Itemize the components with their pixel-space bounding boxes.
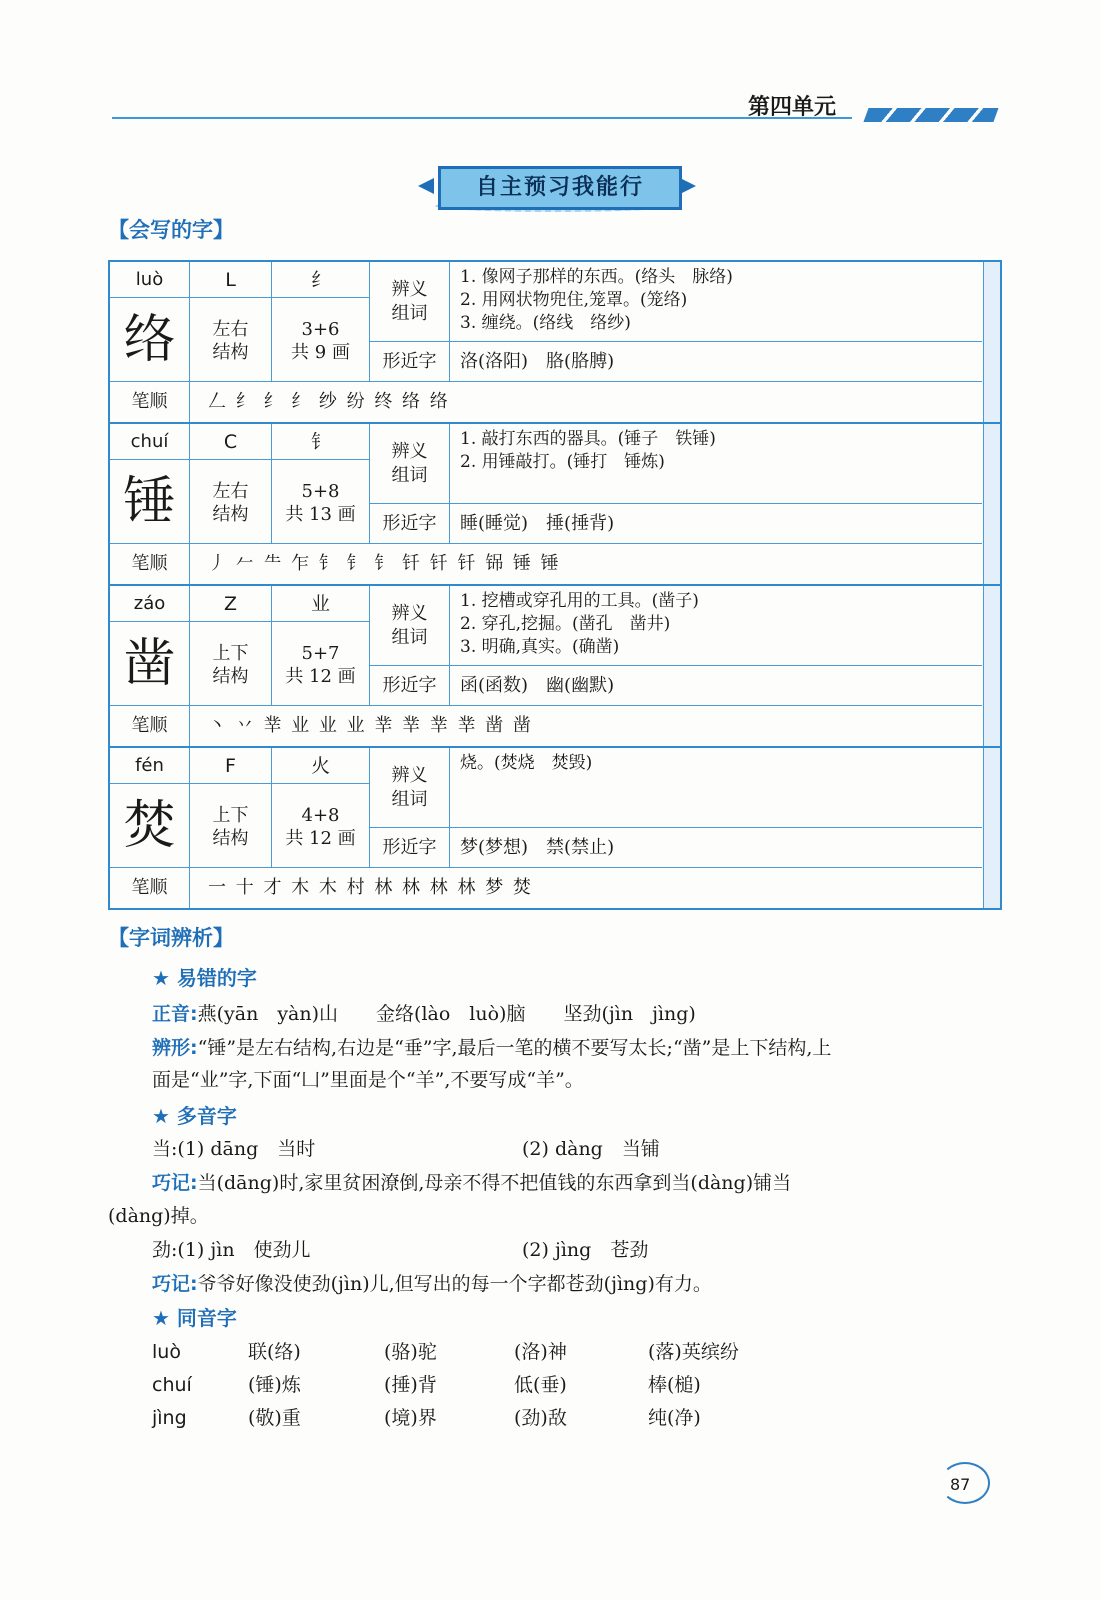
unit-title: 第四单元 xyxy=(748,95,837,120)
dang-qiaoji-2: (dàng)掉。 xyxy=(108,1205,209,1227)
yicuo-heading: ★ 易错的字 xyxy=(152,966,257,990)
char-glyph: 锤 xyxy=(110,460,190,544)
duoyin-heading: ★ 多音字 xyxy=(152,1104,237,1128)
tongyin-word: 棒(槌) xyxy=(648,1374,701,1396)
bianyi-label: 辨义 组词 xyxy=(370,586,450,666)
bianxing-line-1: 辨形:“锤”是左右结构,右边是“垂”字,最后一笔的横不要写太长;“凿”是上下结构,上 xyxy=(152,1037,832,1059)
meaning-line: 烧。(焚烧 焚毁) xyxy=(460,753,593,773)
star-icon: ★ xyxy=(152,966,170,990)
tongyin-pinyin: chuí xyxy=(152,1374,192,1396)
meaning-line: 3. 缠绕。(络线 络纱) xyxy=(460,313,631,333)
char-glyph: 络 xyxy=(110,298,190,382)
star-icon: ★ xyxy=(152,1306,170,1330)
tongyin-word: (锤)炼 xyxy=(248,1374,301,1396)
header-rule xyxy=(112,117,852,119)
char-similar: 梦(梦想) 禁(禁止) xyxy=(450,828,982,868)
char-pinyin: chuí xyxy=(110,424,190,460)
bianxing-line-2: 面是“业”字,下面“凵”里面是个“羊”,不要写成“羊”。 xyxy=(152,1069,584,1091)
char-stroke-count: 5+8 共 13 画 xyxy=(272,460,370,544)
meaning-line: 3. 明确,真实。(确凿) xyxy=(460,637,620,657)
char-similar: 睡(睡觉) 捶(捶背) xyxy=(450,504,982,544)
char-structure: 上下 结构 xyxy=(190,784,272,868)
star-icon: ★ xyxy=(152,1104,170,1128)
table-side-bar xyxy=(983,748,1000,908)
bishun-label: 笔顺 xyxy=(110,868,190,908)
char-initial: L xyxy=(190,262,272,298)
section-banner: 自主预习我能行 xyxy=(438,166,682,210)
character-table xyxy=(108,260,1002,910)
char-block xyxy=(110,586,1000,748)
char-glyph: 焚 xyxy=(110,784,190,868)
bianyi-label: 辨义 组词 xyxy=(370,262,450,342)
char-radical: 业 xyxy=(272,586,370,622)
meaning-line: 2. 用锤敲打。(锤打 锤炼) xyxy=(460,452,665,472)
tongyin-word: (洛)神 xyxy=(514,1341,567,1363)
tongyin-word: (劲)敌 xyxy=(514,1407,567,1429)
dang-qiaoji-1: 巧记:当(dāng)时,家里贫困潦倒,母亲不得不把值钱的东西拿到当(dàng)铺当 xyxy=(152,1172,792,1194)
unit-decoration xyxy=(863,108,998,122)
char-initial: F xyxy=(190,748,272,784)
bianyi-label: 辨义 组词 xyxy=(370,748,450,828)
tongyin-heading: ★ 同音字 xyxy=(152,1306,237,1330)
xingjin-label: 形近字 xyxy=(370,828,450,868)
bishun-label: 笔顺 xyxy=(110,706,190,746)
char-similar: 洛(洛阳) 胳(胳膊) xyxy=(450,342,982,382)
char-stroke-order: 丶 丷 丵 业 业 业 丵 丵 丵 丵 凿 凿 xyxy=(208,715,533,736)
char-stroke-count: 5+7 共 12 画 xyxy=(272,622,370,706)
bishun-label: 笔顺 xyxy=(110,382,190,422)
char-meanings xyxy=(450,586,982,666)
char-radical: 火 xyxy=(272,748,370,784)
char-initial: C xyxy=(190,424,272,460)
tongyin-word: (境)界 xyxy=(384,1407,437,1429)
tongyin-word: (捶)背 xyxy=(384,1374,437,1396)
meaning-line: 2. 用网状物兜住,笼罩。(笼络) xyxy=(460,290,688,310)
jin-reading-1: 劲:(1) jìn 使劲儿 xyxy=(152,1239,311,1261)
banner-arrow-right-icon xyxy=(680,178,696,194)
jin-reading-2: (2) jìng 苍劲 xyxy=(522,1239,649,1261)
meaning-line: 1. 挖槽或穿孔用的工具。(凿子) xyxy=(460,591,699,611)
banner-arrow-left-icon xyxy=(418,178,434,194)
table-side-bar xyxy=(983,424,1000,584)
char-meanings xyxy=(450,748,982,828)
char-stroke-order: 丿 𠂉 ⺧ 乍 钅 钅 钅 钎 钎 钎 铞 锤 锤 xyxy=(208,553,561,574)
char-meanings xyxy=(450,424,982,504)
table-side-bar xyxy=(983,262,1000,422)
char-pinyin: fén xyxy=(110,748,190,784)
xingjin-label: 形近字 xyxy=(370,342,450,382)
jin-qiaoji: 巧记:爷爷好像没使劲(jìn)儿,但写出的每一个字都苍劲(jìng)有力。 xyxy=(152,1273,712,1295)
char-stroke-order: 一 十 才 木 木 村 林 林 林 林 梦 焚 xyxy=(208,877,533,898)
page-number: 87 xyxy=(950,1475,971,1494)
dang-reading-2: (2) dàng 当铺 xyxy=(522,1138,660,1160)
table-side-bar xyxy=(983,586,1000,746)
char-similar: 函(函数) 幽(幽默) xyxy=(450,666,982,706)
char-glyph: 凿 xyxy=(110,622,190,706)
xingjin-label: 形近字 xyxy=(370,504,450,544)
section-title-huixie: 【会写的字】 xyxy=(108,218,234,242)
char-block xyxy=(110,748,1000,908)
char-stroke-count: 3+6 共 9 画 xyxy=(272,298,370,382)
bishun-label: 笔顺 xyxy=(110,544,190,584)
tongyin-word: 低(垂) xyxy=(514,1374,567,1396)
meaning-line: 1. 敲打东西的器具。(锤子 铁锤) xyxy=(460,429,716,449)
char-block xyxy=(110,262,1000,424)
section-title-ciyu: 【字词辨析】 xyxy=(108,926,234,950)
char-radical: 纟 xyxy=(272,262,370,298)
tongyin-word: (敬)重 xyxy=(248,1407,301,1429)
zhengyin-line: 正音:燕(yān yàn)山 金络(lào luò)脑 坚劲(jìn jìng) xyxy=(152,1003,696,1025)
tongyin-pinyin: jìng xyxy=(152,1407,187,1429)
bianyi-label: 辨义 组词 xyxy=(370,424,450,504)
meaning-line: 2. 穿孔,挖掘。(凿孔 凿井) xyxy=(460,614,671,634)
char-pinyin: záo xyxy=(110,586,190,622)
tongyin-word: 纯(净) xyxy=(648,1407,701,1429)
char-structure: 左右 结构 xyxy=(190,460,272,544)
char-pinyin: luò xyxy=(110,262,190,298)
tongyin-word: 联(络) xyxy=(248,1341,301,1363)
char-structure: 左右 结构 xyxy=(190,298,272,382)
meaning-line: 1. 像网子那样的东西。(络头 脉络) xyxy=(460,267,733,287)
char-meanings xyxy=(450,262,982,342)
char-block xyxy=(110,424,1000,586)
tongyin-word: (骆)驼 xyxy=(384,1341,437,1363)
char-structure: 上下 结构 xyxy=(190,622,272,706)
tongyin-word: (落)英缤纷 xyxy=(648,1341,739,1363)
xingjin-label: 形近字 xyxy=(370,666,450,706)
char-stroke-order: 𠃋 纟 纟 纟 纱 纷 终 络 络 xyxy=(208,391,450,412)
char-initial: Z xyxy=(190,586,272,622)
tongyin-pinyin: luò xyxy=(152,1341,181,1363)
char-radical: 钅 xyxy=(272,424,370,460)
dang-reading-1: 当:(1) dāng 当时 xyxy=(152,1138,316,1160)
char-stroke-count: 4+8 共 12 画 xyxy=(272,784,370,868)
